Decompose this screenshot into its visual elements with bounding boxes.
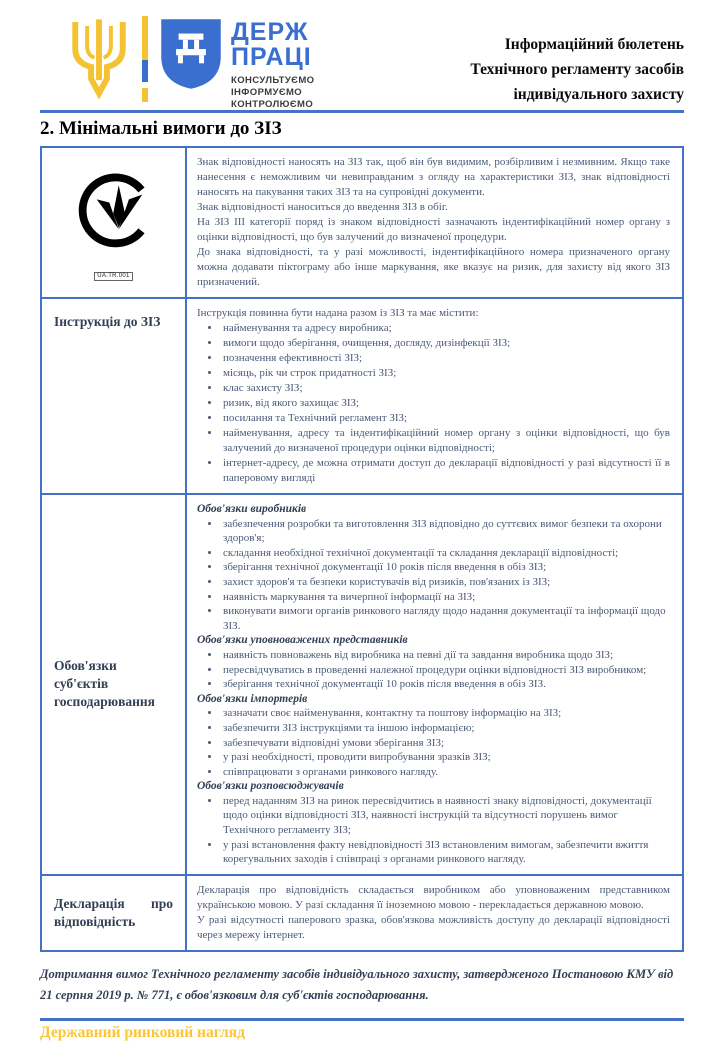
subsection-title: Обов'язки виробників [197, 503, 307, 515]
list-item: • захист здоров'я та безпеки користувачів від ризиків, пов'язаних із ЗІЗ; [221, 575, 670, 590]
footer-divider-line [40, 1018, 684, 1021]
list-item: • співпрацювати з органами ринкового нагляду. [221, 765, 670, 780]
row-heading: Інструкція до ЗІЗ [54, 314, 161, 329]
manufacturers-list [197, 517, 670, 634]
header [40, 0, 684, 110]
row-heading: Декларація про відповідність [54, 895, 173, 929]
list-item: • клас захисту ЗІЗ; [221, 381, 670, 396]
subsection-distributors [197, 779, 670, 867]
subsection-title: Обов'язки розповсюджувачів [197, 780, 344, 793]
list-item: • вимоги щодо зберігання, очищення, догляду, дизінфекції ЗІЗ; [221, 336, 670, 351]
paragraph: До знака відповідності, та у разі можливості, індентифікаційного номера призначеного органу можна додавати піктограму або інше маркування, яке вказує на ризик, для захисту від якого ЗІЗ призначений. [197, 246, 670, 288]
list-item: • забезпечення розробки та виготовлення ЗІЗ відповідно до суттєвих вимог безпеки та охорони здоров'я; [221, 517, 670, 546]
table-row-declaration [42, 874, 682, 950]
list-item: • інтернет-адресу, де можна отримати доступ до декларації відповідності у разі відсутності її в паперовому вигляді [221, 456, 670, 486]
list-item: • пересвідчуватись в проведенні належної процедури оцінки відповідності ЗІЗ виробником; [221, 663, 670, 678]
list-item: • наявність маркування та вичерпної інформації на ЗІЗ; [221, 590, 670, 605]
list-intro: Інструкція повинна бути надана разом із ЗІЗ та має містити: [197, 307, 479, 319]
logo-tagline: КОНСУЛЬТУЄМО ІНФОРМУЄМО КОНТРОЛЮЄМО [231, 75, 315, 110]
logo-divider [142, 16, 148, 104]
requirements-table [40, 146, 684, 952]
derzhpratsi-logo [66, 12, 314, 111]
paragraph: Знак відповідності наноситься до введення ЗІЗ в обіг. [197, 201, 448, 213]
shield-icon [160, 18, 222, 90]
table-row-conformity-mark [42, 148, 682, 297]
subsection-manufacturers [197, 502, 670, 633]
list-item: • посилання та Технічний регламент ЗІЗ; [221, 411, 670, 426]
paragraph: На ЗІЗ III категорії поряд із знаком відповідності зазначають індентифікаційний номер органу з оцінки відповідності, що був залучений до визначеної процедури. [197, 216, 670, 243]
subsection-title: Обов'язки імпортерів [197, 692, 308, 705]
paragraph: Декларація про відповідність складається виробником або уповноваженим представником українською мовою. У разі складання її іноземною мовою - перекладається державною мовою. [197, 883, 670, 911]
list-item: • зберігання технічної документації 10 років після введення в обіз ЗІЗ; [221, 560, 670, 575]
conformity-mark-cell [42, 148, 187, 297]
list-item: • наявність повноважень від виробника на певні дії та завдання виробника щодо ЗІЗ; [221, 648, 670, 663]
section-title: 2. Мінімальні вимоги до ЗІЗ [40, 118, 282, 139]
list-item: • зберігання технічної документації 10 років після введення в обіз ЗІЗ. [221, 677, 670, 692]
list-item: • складання необхідної технічної документації та складання декларації відповідності; [221, 546, 670, 561]
obligations-heading-cell [42, 495, 187, 874]
row-heading: Обов'язки суб'єктів господарювання [54, 658, 155, 710]
representatives-list [197, 648, 670, 692]
list-item: • позначення ефективності ЗІЗ; [221, 351, 670, 366]
distributors-list [197, 794, 670, 867]
instruction-heading-cell [42, 299, 187, 493]
subsection-title: Обов'язки уповноважених представників [197, 634, 408, 647]
conformity-mark-caption: UA.TR.001 [94, 272, 132, 281]
obligations-content [187, 495, 682, 874]
compliance-note: Дотримання вимог Технічного регламенту засобів індивідуального захисту, затвердженого Постановою КМУ від 21 серпня 2019 р. № 771, є обов'язковим для суб'єктів господарювання. [40, 966, 674, 1002]
list-item: • найменування, адресу та індентифікаційний номер органу з оцінки відповідності, що був залучений до визначеної процедури оцінки відповідності; [221, 426, 670, 456]
table-row-instruction [42, 297, 682, 493]
list-item: • виконувати вимоги органів ринкового нагляду щодо надання документації та інформації щодо ЗІЗ. [221, 604, 670, 633]
list-item: • ризик, від якого захищає ЗІЗ; [221, 396, 670, 411]
paragraph: У разі відсутності паперового зразка, обов'язкова можливість доступу до декларації відповідності через мережу інтернет. [197, 913, 670, 941]
list-item: • найменування та адресу виробника; [221, 321, 670, 336]
logo-text [231, 20, 314, 111]
market-surveillance-label: Державний ринковий нагляд [40, 1023, 245, 1041]
list-item: • забезпечувати відповідні умови зберігання ЗІЗ; [221, 736, 670, 751]
bulletin-title: Інформаційний бюлетень Технічного регламенту засобів індивідуального захисту [470, 36, 684, 103]
list-item: • зазначати своє найменування, контактну та поштову інформацію на ЗІЗ; [221, 706, 670, 721]
list-item: • у разі встановлення факту невідповідності ЗІЗ встановленим вимогам, забезпечити вжиття корегувальних заходів і співпраці з органами ринкового нагляду. [221, 838, 670, 867]
list-item: • перед наданням ЗІЗ на ринок пересвідчитись в наявності знаку відповідності, документації щодо оцінки відповідності ЗІЗ, наявності інструкцій та відсутності порушень вимог Технічного регламенту ЗІЗ; [221, 794, 670, 838]
subsection-representatives [197, 633, 670, 691]
list-item: • місяць, рік чи строк придатності ЗІЗ; [221, 366, 670, 381]
instruction-content [187, 299, 682, 493]
paragraph: Знак відповідності наносять на ЗІЗ так, щоб він був видимим, розбірливим і незмивним. Якщо таке нанесення є неможливим чи невиправданим з огляду на характеристики ЗІЗ, знак відповідності наносять на пакування таких ЗІЗ та на супровідні документи. [197, 156, 670, 198]
instruction-list [197, 321, 670, 486]
importers-list [197, 706, 670, 779]
conformity-mark-icon [62, 168, 166, 270]
list-item: • у разі необхідності, проводити випробування зразків ЗІЗ; [221, 750, 670, 765]
table-row-obligations [42, 493, 682, 874]
declaration-content [187, 876, 682, 950]
conformity-mark-text [187, 148, 682, 297]
declaration-heading-cell [42, 876, 187, 950]
subsection-importers [197, 692, 670, 780]
brand-name: ДЕРЖ ПРАЦІ [231, 18, 312, 71]
list-item: • забезпечити ЗІЗ інструкціями та іншою інформацією; [221, 721, 670, 736]
trident-icon [66, 12, 132, 106]
